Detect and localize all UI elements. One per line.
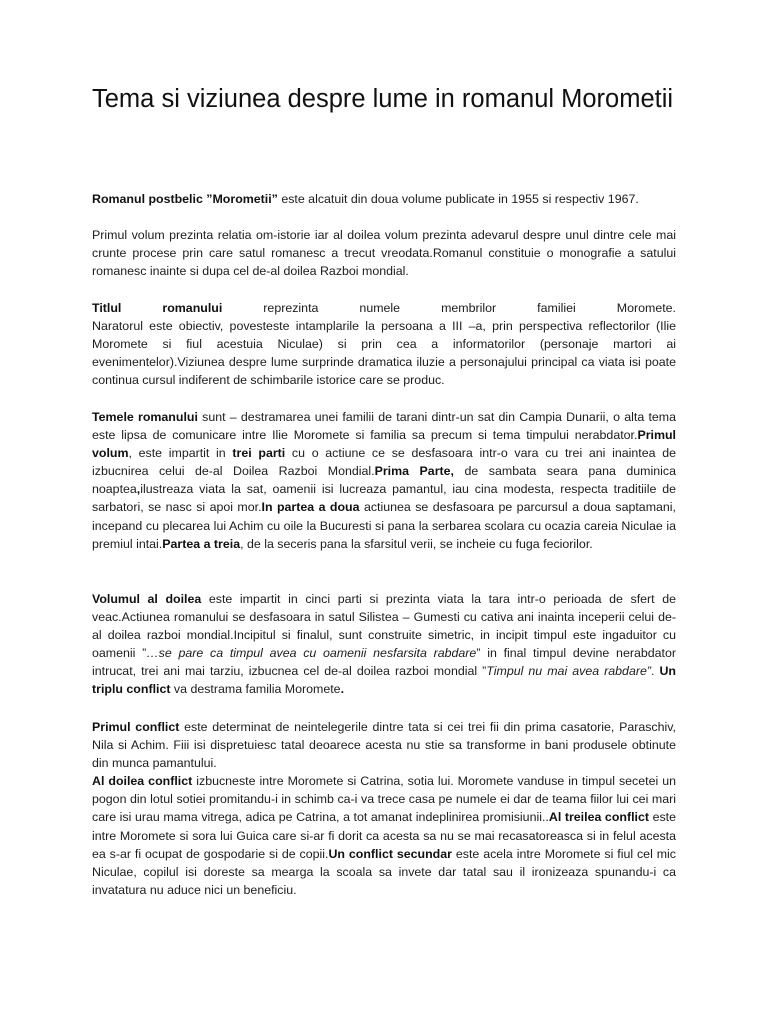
bold-phrase: Un triplu conflict [92, 664, 676, 697]
paragraph-text: va destrama familia Moromete [170, 682, 341, 697]
paragraph-text: Primul volum prezinta relatia om-istorie iar al doilea volum prezinta adevarul despre unul dintre cele mai crunte procese prin care satul romanesc a trecut vreodata.Romanul constituie o monografie a satului romanesc inainte si dupa cel de-al doilea Razboi mondial. [92, 228, 676, 279]
italic-quote: Timpul nu mai avea rabdare” [486, 664, 651, 679]
paragraph-intro [92, 190, 676, 208]
bold-phrase: Primul conflict [92, 720, 180, 734]
paragraph-themes [92, 408, 676, 553]
paragraph-text: sunt – destramarea unei familii de tarani dintr-un sat din Campia Dunarii, o alta tema este lipsa de comunicare intre Ilie Moromete si familia sa precum si tema timpului nerabdator. [92, 410, 676, 443]
paragraph-text: actiunea se desfasoara pe parcursul a doua saptamani, incepand cu plecarea lui Achim cu oile la Bucuresti si pana la serbarea scolara cu ocazia careia Niculae ia premiul intai. [92, 500, 676, 551]
bold-phrase: Un conflict secundar [328, 846, 452, 861]
paragraph-text: , de la seceris pana la sfarsitul verii, se incheie cu fuga feciorilor. [240, 536, 593, 551]
paragraph-text: ” in final timpul devine nerabdator intrucat, trei ani mai tarziu, izbucnea cel de-al doilea razboi mondial ” [92, 646, 676, 679]
justified-line [92, 299, 676, 317]
document-title: Tema si viziunea despre lume in romanul Morometii [92, 85, 674, 113]
bold-phrase: , [136, 482, 141, 497]
paragraph-text: izbucneste intre Moromete si Catrina, sotia lui. Moromete vanduse in timpul secetei un pogon din lotul sotiei promitandu-i in schimb ca-i va trece casa pe numele ei dar de teama fiilor lui cei mari care isi urau mama vitrega, adica pe Catrina, a tot amanat indeplinirea promisiunii.. [92, 774, 677, 825]
bold-phrase: Titlul romanului [92, 301, 223, 315]
bold-phrase: . [340, 682, 345, 697]
bold-phrase: Partea a treia [162, 536, 241, 551]
paragraph-text: ilustreaza viata la sat, oamenii isi lucreaza pamantul, iau cina modesta, respecta traditiile de sarbatori, se nasc si apoi mor. [92, 482, 676, 515]
paragraph-title-narrator [92, 299, 676, 389]
paragraph-text: este alcatuit din doua volume publicate in 1955 si respectiv 1967. [277, 192, 639, 206]
bold-phrase: Primul volum [92, 428, 676, 461]
bold-phrase: Prima Parte, [374, 464, 454, 479]
paragraph-text: cu o actiune ce se desfasoara intr-o vara cu trei ani inaintea de izbucnirea celui de-al Doilea Razboi Mondial. [92, 446, 676, 479]
paragraph-text: este acela intre Moromete si fiul cel mic Niculae, copilul isi doreste sa mearga la scoala sa invete dar tatal sau il ironizeaza spunandu-i ca invatatura nu aduce nici un beneficiu. [92, 846, 676, 897]
paragraph-text: este determinat de neintelegerile dintre tata si cei trei fii din prima casatorie, Paraschiv, Nila si Achim. Fiii isi dispretuiesc tatal deoarece acesta nu stie sa transforme in bani produsele obtinute din munca pamantului. [92, 720, 676, 771]
bold-phrase: Temele romanului [92, 410, 198, 424]
paragraph-text: , este impartit in [128, 446, 233, 461]
italic-quote: …se pare ca timpul avea cu oamenii nesfarsita rabdare [146, 646, 477, 661]
bold-phrase: Volumul al doilea [92, 592, 202, 606]
paragraph-second-volume [92, 590, 676, 699]
paragraph-text: este impartit in cinci parti si prezinta viata la tara intr-o perioada de sfert de veac.Actiunea romanului se desfasoara in satul Silistea – Gumesti cu cativa ani inainta inceperii celui de-al doilea razboi mondial.Incipitul si finalul, sunt construite simetric, in incipit timpul este ingaduitor cu oamenii ” [92, 592, 677, 661]
paragraph-text: Naratorul este obiectiv, povesteste intamplarile la persoana a III –a, prin perspectiva reflectorilor (Ilie Moromete si fiul acestuia Niculae) si prin cea a informatorilor (personaje martori ai evenimentelor).Viziunea despre lume surprinde dramatica iluzie a personajului principal ca viata isi poate continua cursul indiferent de schimbarile istorice care se produc. [92, 319, 676, 388]
bold-phrase: Al doilea conflict [92, 774, 193, 789]
bold-phrase: In partea a doua [261, 500, 360, 515]
paragraph-text: reprezinta numele membrilor familiei Moromete. [222, 301, 676, 315]
paragraph-volumes [92, 226, 676, 280]
paragraph-text: de sambata seara pana duminica noaptea [92, 464, 676, 497]
bold-phrase: Romanul postbelic ”Morometii” [92, 192, 278, 206]
bold-phrase: Al treilea conflict [548, 810, 649, 825]
paragraph-conflicts [92, 718, 676, 899]
paragraph-text: este intre Moromete si sora lui Guica care si-ar fi dorit ca acesta sa nu se mai recasatoreasca si in felul acesta ea s-ar fi ocupat de gospodarie si de copii. [92, 810, 676, 861]
paragraph-text: . [650, 664, 660, 679]
bold-phrase: trei parti [232, 446, 286, 461]
